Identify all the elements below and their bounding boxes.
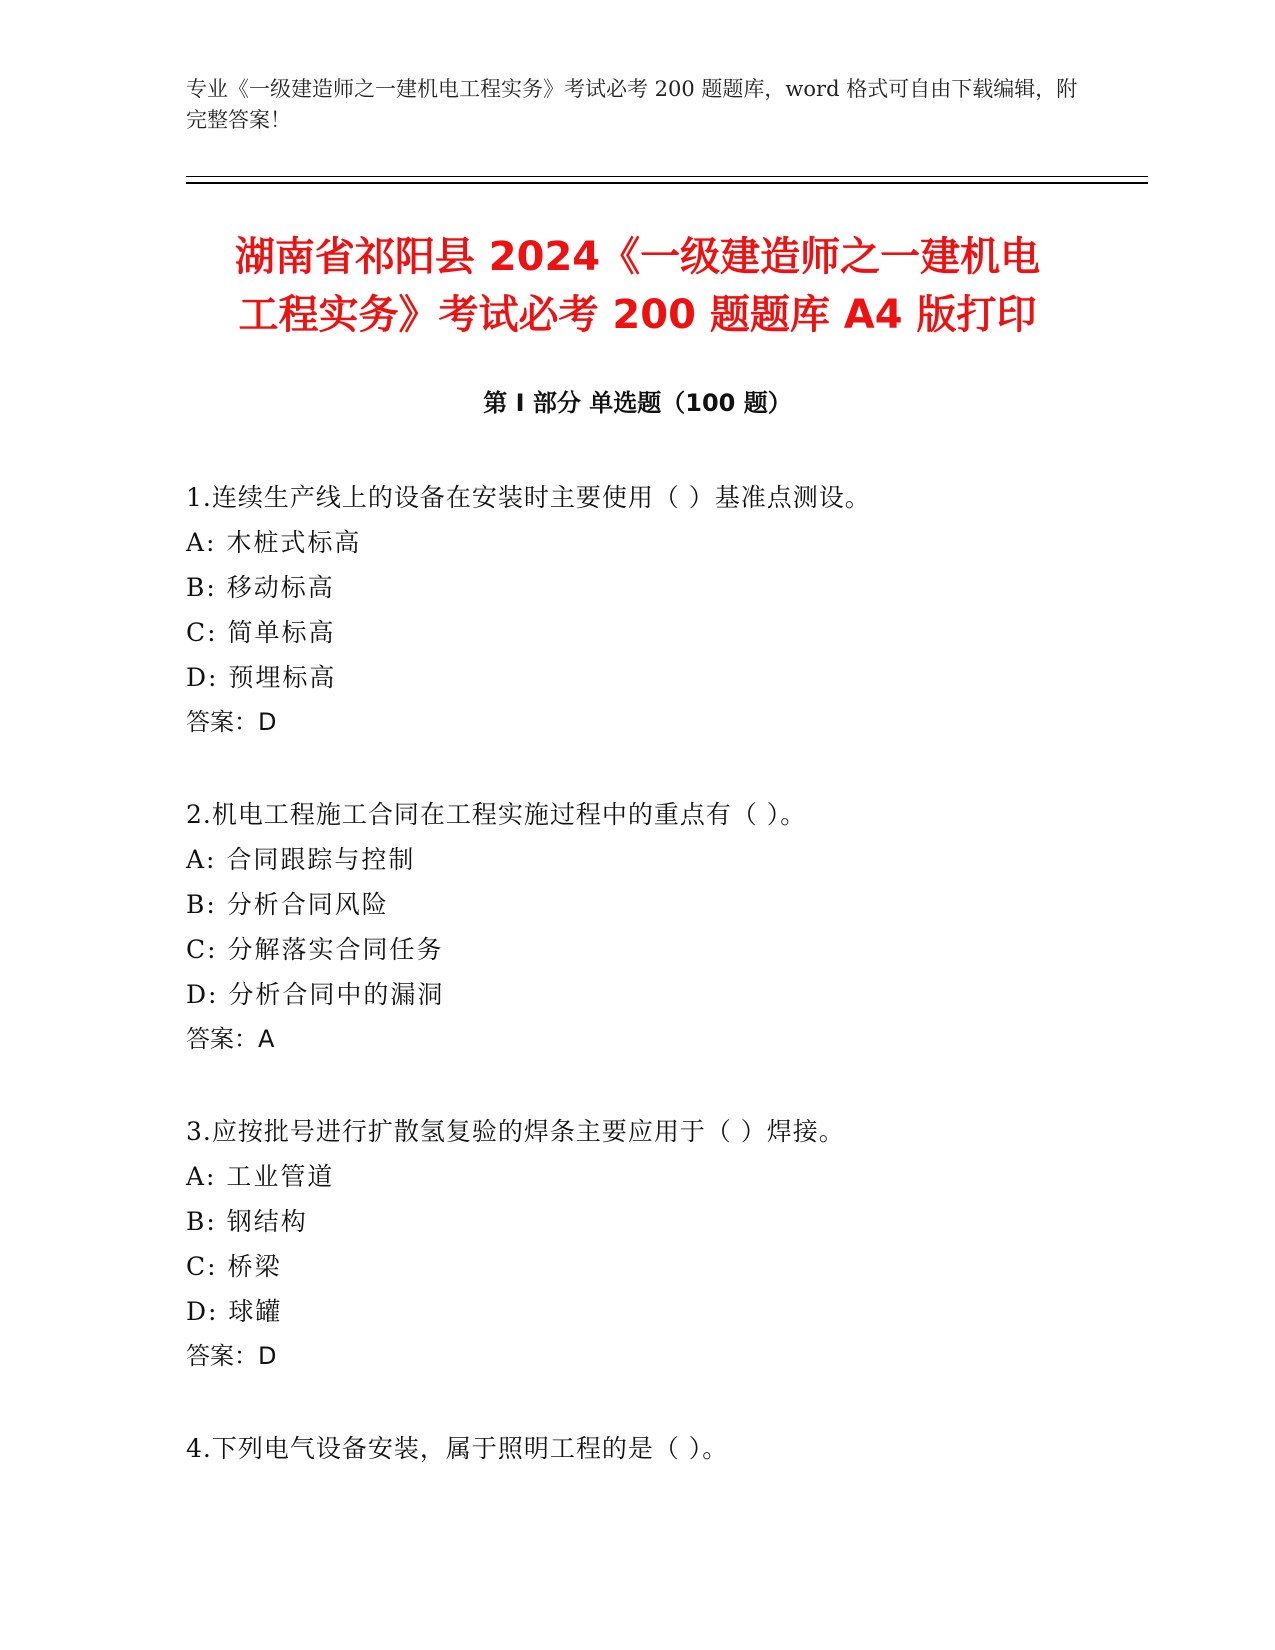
question-4 — [186, 1426, 1146, 1471]
question-2 — [186, 792, 1146, 1062]
option-a: A: 工业管道 — [186, 1162, 335, 1191]
option-b: B: 钢结构 — [186, 1207, 308, 1236]
option-b: B: 分析合同风险 — [186, 890, 389, 919]
section-heading: 第 I 部分 单选题（100 题） — [483, 389, 792, 417]
document-title-line-2: 工程实务》考试必考 200 题题库 A4 版打印 — [238, 292, 1037, 338]
document-title-line-1: 湖南省祁阳县 2024《一级建造师之一建机电 — [234, 234, 1041, 280]
option-c: C: 桥梁 — [186, 1252, 282, 1281]
option-a: A: 木桩式标高 — [186, 528, 362, 557]
option-b: B: 移动标高 — [186, 573, 335, 602]
question-stem: 2.机电工程施工合同在工程实施过程中的重点有（ ）。 — [186, 800, 807, 829]
option-d: D: 预埋标高 — [186, 663, 337, 692]
document-title — [100, 228, 1175, 344]
option-c: C: 简单标高 — [186, 618, 336, 647]
option-a: A: 合同跟踪与控制 — [186, 845, 416, 874]
option-d: D: 球罐 — [186, 1297, 283, 1326]
question-1 — [186, 475, 1146, 745]
question-stem: 3.应按批号进行扩散氢复验的焊条主要应用于（ ）焊接。 — [186, 1117, 845, 1146]
answer: 答案：D — [186, 1342, 277, 1370]
answer: 答案：D — [186, 708, 277, 736]
question-stem: 4.下列电气设备安装，属于照明工程的是（ ）。 — [186, 1434, 729, 1463]
question-stem: 1.连续生产线上的设备在安装时主要使用（ ）基准点测设。 — [186, 483, 871, 512]
header-divider-thin — [186, 176, 1148, 177]
header-divider-thick — [186, 182, 1148, 184]
option-d: D: 分析合同中的漏洞 — [186, 980, 445, 1009]
option-c: C: 分解落实合同任务 — [186, 935, 444, 964]
answer: 答案：A — [186, 1025, 275, 1053]
question-3 — [186, 1109, 1146, 1379]
page-header-text: 专业《一级建造师之一建机电工程实务》考试必考 200 题题库，word 格式可自由下载编辑，附完整答案！ — [186, 77, 1078, 132]
